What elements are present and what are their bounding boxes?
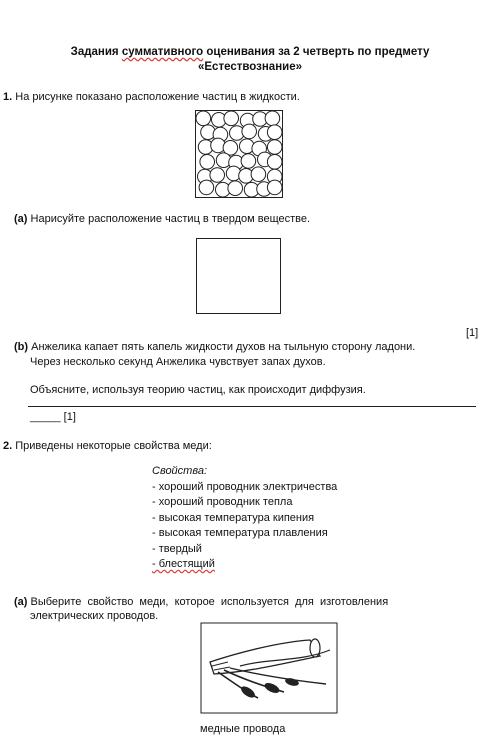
particle xyxy=(265,111,280,126)
particle xyxy=(199,180,214,195)
question-1b-line3: Объясните, используя теорию частиц, как происходит диффузия. xyxy=(30,384,366,396)
solid-drawing-box[interactable] xyxy=(196,238,281,314)
particle xyxy=(196,111,211,126)
page-title xyxy=(0,45,500,59)
question-1a-text: Нарисуйте расположение частиц в твердом веществе. xyxy=(30,213,311,225)
question-2a-line2: электрических проводов. xyxy=(30,610,159,622)
question-1 xyxy=(3,90,300,104)
question-2 xyxy=(3,439,212,453)
question-2a-line1: Выберите свойство меди, которое используется для изготовления xyxy=(30,596,389,608)
liquid-particles-figure xyxy=(195,110,283,198)
question-2-number: 2. xyxy=(3,440,13,452)
property-item: - твердый xyxy=(152,542,202,555)
question-1b-label: (b) xyxy=(14,341,29,353)
title-word-2: суммативного xyxy=(121,46,204,58)
answer-blank[interactable]: _____ xyxy=(30,411,61,423)
answer-line[interactable] xyxy=(28,406,476,407)
particle xyxy=(251,167,266,182)
copper-wires-illustration xyxy=(200,622,338,714)
question-1b-line2: Через несколько секунд Анжелика чувствует запах духов. xyxy=(30,356,326,368)
properties-list xyxy=(152,464,337,573)
title-word-3: оценивания за 2 четверть по предмету xyxy=(206,46,430,58)
question-1a-label: (a) xyxy=(14,213,28,225)
question-1b-line1: Анжелика капает пять капель жидкости духов на тыльную сторону ладони. xyxy=(31,341,416,353)
question-1-number: 1. xyxy=(3,91,13,103)
property-item: - хороший проводник электричества xyxy=(152,480,338,493)
answer-line-end xyxy=(30,410,76,424)
particle xyxy=(200,155,215,170)
property-item-text: - блестящий xyxy=(152,558,215,570)
illustration-caption: медные провода xyxy=(200,723,286,735)
mark-2: [1] xyxy=(63,411,76,423)
question-1a xyxy=(14,212,310,226)
property-item: - хороший проводник тепла xyxy=(152,496,293,508)
particle xyxy=(242,124,257,139)
question-2-text: Приведены некоторые свойства меди: xyxy=(15,440,212,452)
particle xyxy=(267,155,282,170)
particle xyxy=(267,180,282,195)
properties-title: Свойства: xyxy=(152,465,208,477)
particle xyxy=(267,140,282,155)
particle xyxy=(228,181,243,196)
title-word-1: Задания xyxy=(70,46,119,58)
mark-1: [1] xyxy=(466,327,479,339)
particle xyxy=(224,111,239,126)
property-item xyxy=(152,557,337,573)
question-2a xyxy=(14,595,484,609)
question-1-text: На рисунке показано расположение частиц в жидкости. xyxy=(15,91,300,103)
question-1b xyxy=(14,340,415,354)
property-item: - высокая температура кипения xyxy=(152,511,315,524)
property-item: - высокая температура плавления xyxy=(152,527,328,539)
particle xyxy=(241,154,256,169)
question-2a-label: (a) xyxy=(14,596,28,608)
particle xyxy=(210,168,225,183)
particle xyxy=(267,125,282,140)
page-subtitle: «Естествознание» xyxy=(197,61,303,73)
